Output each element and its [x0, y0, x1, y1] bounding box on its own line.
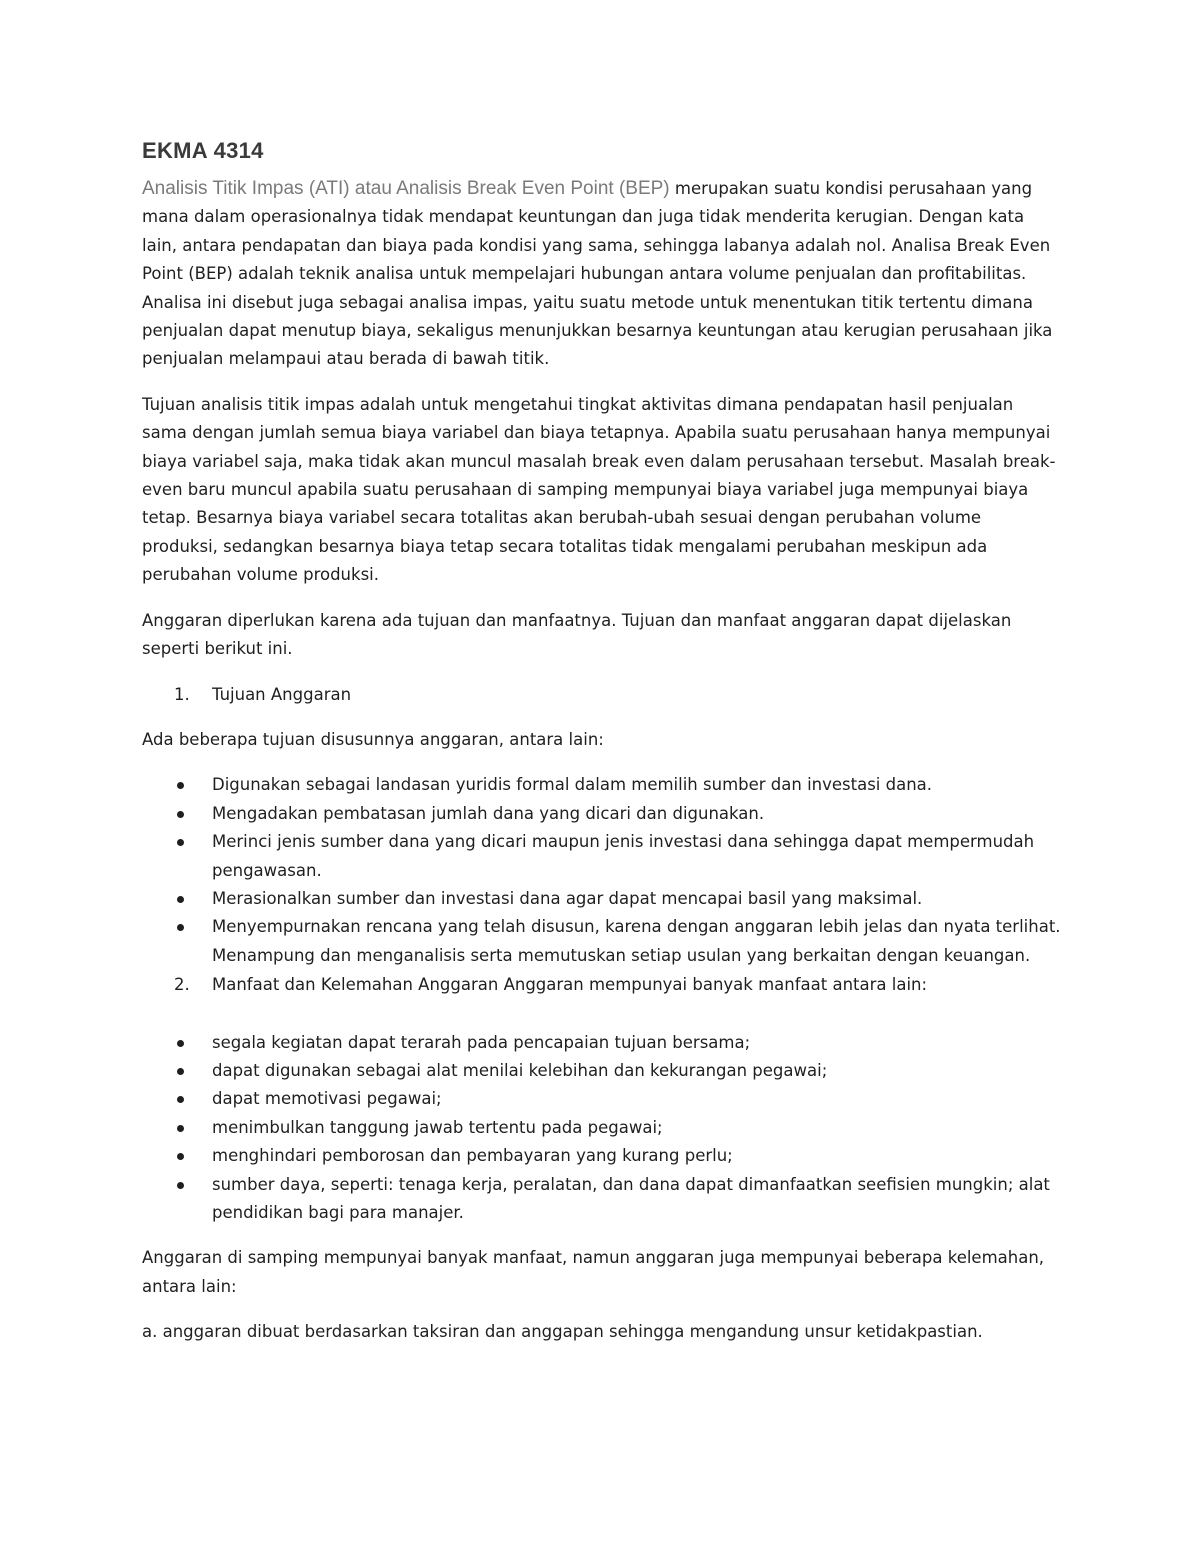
bullet-icon [177, 811, 184, 818]
bullet-icon [177, 1153, 184, 1160]
spacer [142, 1009, 1062, 1029]
list-item-text: Merasionalkan sumber dan investasi dana agar dapat mencapai basil yang maksimal. [212, 888, 923, 908]
list-item [142, 913, 1062, 970]
paragraph-kelemahan-intro: Anggaran di samping mempunyai banyak manfaat, namun anggaran juga mempunyai beberapa kelemahan, antara lain: [142, 1248, 1045, 1296]
list-item-text: dapat memotivasi pegawai; [212, 1089, 442, 1109]
list-item [142, 1114, 1062, 1142]
paragraph-bep-purpose: Tujuan analisis titik impas adalah untuk mengetahui tingkat aktivitas dimana pendapatan hasil penjualan sama dengan jumlah semua biaya variabel dan biaya tetapnya. Apabila suatu perusahaan hanya mempunyai biaya variabel saja, maka tidak akan muncul masalah break even dalam perusahaan tersebut. Masalah break-even baru muncul apabila suatu perusahaan di samping mempunyai biaya variabel juga mempunyai biaya tetap. Besarnya biaya variabel secara totalitas akan berubah-ubah sesuai dengan perubahan volume produksi, sedangkan besarnya biaya tetap secara totalitas tidak mengalami perubahan meskipun ada perubahan volume produksi. [142, 394, 1056, 585]
numbered-item-tujuan [142, 681, 1062, 709]
list-item-text: menimbulkan tanggung jawab tertentu pada pegawai; [212, 1117, 663, 1137]
list-item [142, 1057, 1062, 1085]
bullet-icon [177, 1040, 184, 1047]
list-item-text: Digunakan sebagai landasan yuridis formal dalam memilih sumber dan investasi dana. [212, 775, 933, 795]
item-text: Manfaat dan Kelemahan Anggaran Anggaran mempunyai banyak manfaat antara lain: [212, 975, 928, 995]
bullet-icon [177, 1125, 184, 1132]
bullet-icon [177, 1182, 184, 1189]
bullet-icon [177, 924, 184, 931]
document-content [142, 138, 1062, 1364]
bullet-icon [177, 839, 184, 846]
list-item-text: dapat digunakan sebagai alat menilai kelebihan dan kekurangan pegawai; [212, 1060, 828, 1080]
list-item-text: Mengadakan pembatasan jumlah dana yang dicari dan digunakan. [212, 803, 765, 823]
list-item-text: menghindari pemborosan dan pembayaran yang kurang perlu; [212, 1146, 733, 1166]
list-item-text: Merinci jenis sumber dana yang dicari maupun jenis investasi dana sehingga dapat mempermudah pengawasan. [212, 832, 1035, 880]
bullet-icon [177, 896, 184, 903]
list-item [142, 771, 1062, 799]
list-item-text: segala kegiatan dapat terarah pada pencapaian tujuan bersama; [212, 1032, 751, 1052]
lead-phrase: Analisis Titik Impas (ATI) atau Analisis Break Even Point (BEP) [142, 178, 670, 199]
paragraph-text: merupakan suatu kondisi perusahaan yang mana dalam operasionalnya tidak mendapat keuntungan dan juga tidak menderita kerugian. Dengan kata lain, antara pendapatan dan biaya pada kondisi yang sama, sehingga labanya adalah nol. Analisa Break Even Point (BEP) adalah teknik analisa untuk mempelajari hubungan antara volume penjualan dan profitabilitas. Analisa ini disebut juga sebagai analisa impas, yaitu suatu metode untuk menentukan titik tertentu dimana penjualan dapat menutup biaya, sekaligus menunjukkan besarnya keuntungan atau kerugian perusahaan jika penjualan melampaui atau berada di bawah titik. [142, 179, 1053, 369]
bullet-icon [177, 782, 184, 789]
list-item [142, 1029, 1062, 1057]
numbered-item-manfaat [142, 971, 1062, 999]
list-item [142, 1142, 1062, 1170]
list-item-text: Menyempurnakan rencana yang telah disusun, karena dengan anggaran lebih jelas dan nyata terlihat. Menampung dan menganalisis serta memutuskan setiap usulan yang berkaitan dengan keuangan. [212, 917, 1061, 965]
list-item [142, 885, 1062, 913]
list-item [142, 1085, 1062, 1113]
manfaat-bullet-list [142, 1029, 1062, 1228]
item-number: 2. [174, 975, 190, 995]
paragraph-tujuan-intro: Ada beberapa tujuan disusunnya anggaran, antara lain: [142, 729, 604, 749]
item-text: Tujuan Anggaran [212, 684, 352, 704]
list-item [142, 828, 1062, 885]
paragraph-budget-intro: Anggaran diperlukan karena ada tujuan dan manfaatnya. Tujuan dan manfaat anggaran dapat dijelaskan seperti berikut ini. [142, 610, 1012, 659]
list-item [142, 1171, 1062, 1228]
document-title: EKMA 4314 [142, 138, 264, 163]
tujuan-bullet-list [142, 771, 1062, 970]
bullet-icon [177, 1068, 184, 1075]
item-number: 1. [174, 684, 190, 704]
list-item-text: sumber daya, seperti: tenaga kerja, peralatan, dan dana dapat dimanfaatkan seefisien mungkin; alat pendidikan bagi para manajer. [212, 1174, 1050, 1222]
paragraph-kelemahan-a: a. anggaran dibuat berdasarkan taksiran dan anggapan sehingga mengandung unsur ketidakpastian. [142, 1322, 983, 1342]
bullet-icon [177, 1096, 184, 1103]
list-item [142, 800, 1062, 828]
paragraph-bep-definition [142, 175, 1062, 374]
